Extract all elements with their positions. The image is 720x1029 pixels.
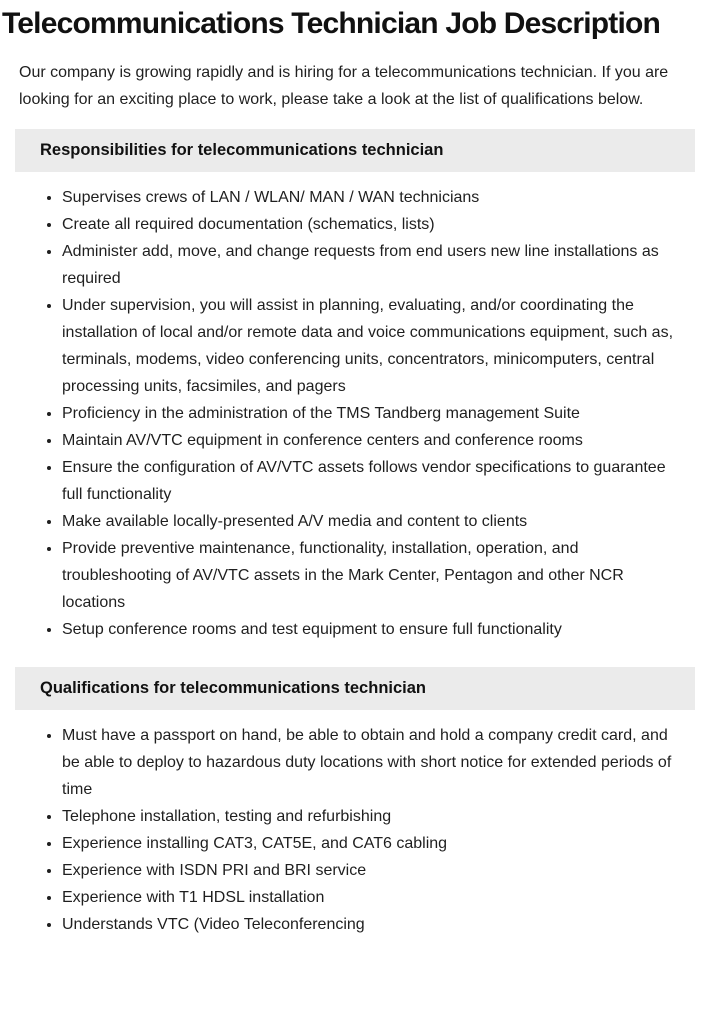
list-item: • Make available locally-presented A/V media and content to clients bbox=[62, 508, 675, 535]
list-item: • Supervises crews of LAN / WLAN/ MAN / WAN technicians bbox=[62, 184, 675, 211]
list-item: • Provide preventive maintenance, functionality, installation, operation, and troubleshooting of AV/VTC assets in the Mark Center, Pentagon and other NCR locations bbox=[62, 535, 675, 616]
list-item: • Must have a passport on hand, be able to obtain and hold a company credit card, and be able to deploy to hazardous duty locations with short notice for extended periods of time bbox=[62, 722, 675, 803]
list-item: • Under supervision, you will assist in planning, evaluating, and/or coordinating the installation of local and/or remote data and voice communications equipment, such as, terminals, modems, video conferencing units, concentrators, minicomputers, central processing units, facsimiles, and pagers bbox=[62, 292, 675, 400]
list-item: • Ensure the configuration of AV/VTC assets follows vendor specifications to guarantee full functionality bbox=[62, 454, 675, 508]
list-item: • Experience installing CAT3, CAT5E, and CAT6 cabling bbox=[62, 830, 675, 857]
list-item: • Maintain AV/VTC equipment in conference centers and conference rooms bbox=[62, 427, 675, 454]
responsibilities-section-heading: Responsibilities for telecommunications technician bbox=[15, 129, 695, 172]
responsibilities-list bbox=[0, 184, 675, 643]
list-item: • Understands VTC (Video Teleconferencing bbox=[62, 911, 675, 938]
qualifications-section-heading: Qualifications for telecommunications technician bbox=[15, 667, 695, 710]
list-item: • Setup conference rooms and test equipment to ensure full functionality bbox=[62, 616, 675, 643]
list-item: • Experience with T1 HDSL installation bbox=[62, 884, 675, 911]
list-item: • Telephone installation, testing and refurbishing bbox=[62, 803, 675, 830]
list-item: • Administer add, move, and change requests from end users new line installations as required bbox=[62, 238, 675, 292]
list-item: • Proficiency in the administration of the TMS Tandberg management Suite bbox=[62, 400, 675, 427]
list-item: • Create all required documentation (schematics, lists) bbox=[62, 211, 675, 238]
list-item: • Experience with ISDN PRI and BRI service bbox=[62, 857, 675, 884]
qualifications-list bbox=[0, 722, 675, 938]
intro-paragraph: Our company is growing rapidly and is hiring for a telecommunications technician. If you are looking for an exciting place to work, please take a look at the list of qualifications below. bbox=[19, 64, 669, 108]
page-title: Telecommunications Technician Job Description bbox=[2, 7, 661, 40]
